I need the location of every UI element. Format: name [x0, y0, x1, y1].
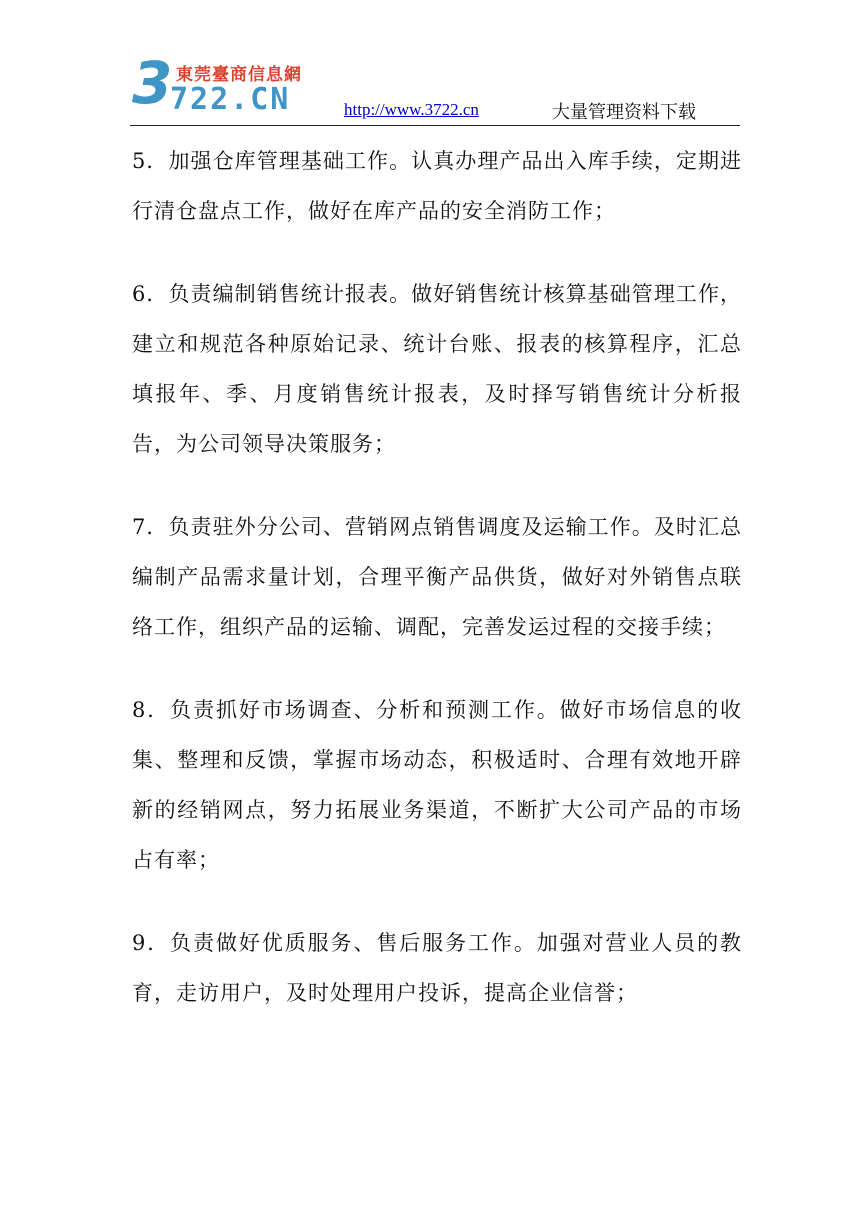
paragraph-8: 8．负责抓好市场调查、分析和预测工作。做好市场信息的收集、整理和反馈，掌握市场动态，积极适时、合理有效地开辟新的经销网点，努力拓展业务渠道，不断扩大公司产品的市场占有率；: [132, 698, 742, 872]
logo-chinese-name: 東莞臺商信息網: [176, 65, 302, 85]
paragraph-9: 9．负责做好优质服务、售后服务工作。加强对营业人员的教育，走访用户，及时处理用户投诉，提高企业信誉；: [132, 931, 742, 1005]
document-body: [132, 136, 742, 1051]
header-divider: [130, 125, 740, 126]
site-logo[interactable]: [130, 49, 310, 124]
logo-digit: 3: [132, 49, 173, 117]
paragraph-6: 6．负责编制销售统计报表。做好销售统计核算基础管理工作，建立和规范各种原始记录、统计台账、报表的核算程序，汇总填报年、季、月度销售统计报表，及时择写销售统计分析报告，为公司领导决策服务；: [132, 282, 742, 456]
site-url-link[interactable]: http://www.3722.cn: [344, 100, 479, 119]
logo-domain-text: 722.CN: [170, 82, 291, 117]
paragraph-5: 5．加强仓库管理基础工作。认真办理产品出入库手续，定期进行清仓盘点工作，做好在库产品的安全消防工作；: [132, 149, 742, 223]
paragraph-7: 7．负责驻外分公司、营销网点销售调度及运输工作。及时汇总编制产品需求量计划，合理平衡产品供货，做好对外销售点联络工作，组织产品的运输、调配，完善发运过程的交接手续；: [132, 515, 742, 639]
page-header: [130, 49, 740, 126]
header-tagline: 大量管理资料下载: [552, 102, 696, 123]
